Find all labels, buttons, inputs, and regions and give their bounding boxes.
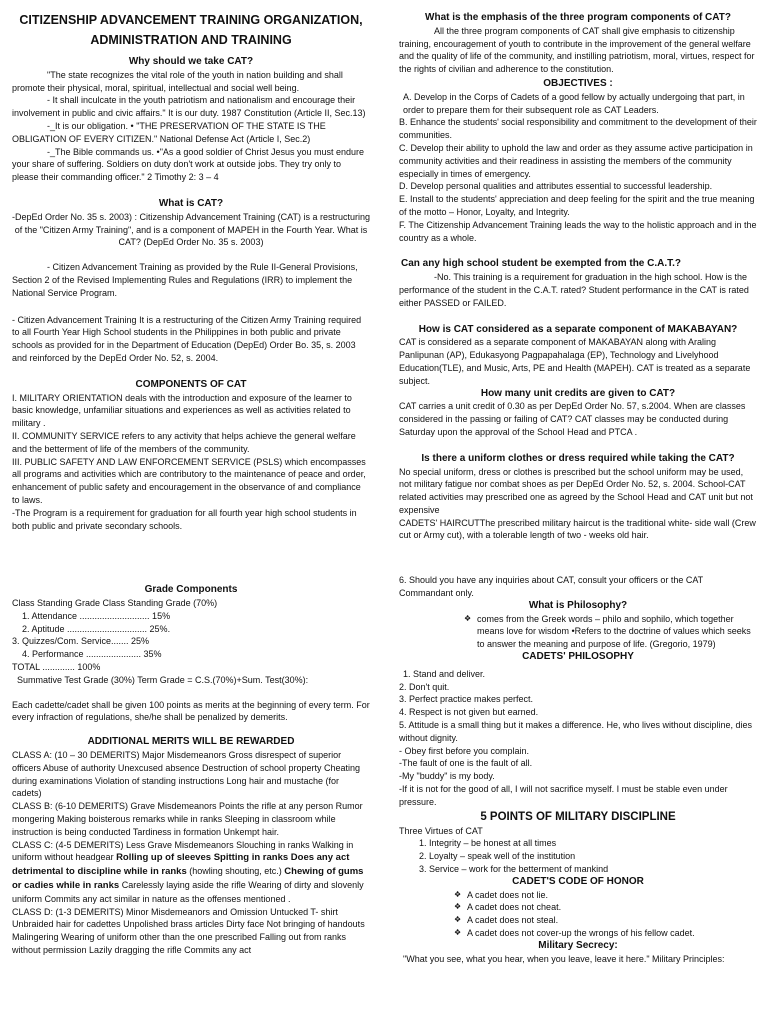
military-discipline-heading: 5 POINTS OF MILITARY DISCIPLINE	[480, 810, 676, 823]
class-a-paragraph: CLASS A: (10 – 30 DEMERITS) Major Misdemeanors Gross disrespect of superior officers Abuse of authority Unexcused absence Destruction of school property Cheating during examinations Violation of standing instructions Long hair and mustache (for cadets)	[12, 750, 361, 799]
what-paragraph-3: - Citizen Advancement Training It is a restructuring of the Citizen Army Training required to all Fourth Year High School students in the Philippines in both public and private schools as provided for in the Department of Education (DepEd) Order Bo. 35, s. 2003 and reinforced by the DepEd Order No. 52, s. 2004.	[12, 314, 362, 363]
philosophy-line: - Obey first before you complain.	[399, 745, 530, 756]
component-military-orientation: I. MILITARY ORIENTATION deals with the introduction and exposure of the learner to basic knowledge, unfamiliar situations and experiences as well as activities related to military .	[12, 392, 352, 429]
grade-total: TOTAL ............. 100%	[12, 662, 101, 673]
why-paragraph-2: - It shall inculcate in the youth patriotism and nationalism and encourage their involvement in public and civic affairs." It is our duty. 1987 Constitution (Article II, Sec.13)	[12, 95, 366, 119]
philosophy-line: -My "buddy" is my body.	[399, 771, 495, 782]
philosophy-line: 3. Perfect practice makes perfect.	[399, 694, 534, 705]
virtue-item: 3. Service – work for the betterment of mankind	[419, 864, 609, 875]
virtue-item: 2. Loyalty – speak well of the institution	[419, 851, 576, 862]
virtue-item: 1. Integrity – be honest at all times	[419, 838, 557, 849]
grade-item: 4. Performance ...................... 35%	[22, 649, 162, 660]
philosophy-item: ❖ comes from the Greek words – philo and sophilo, which together means love for wisdom •Refers to the doctrine of values which seeks to answer the meaning and purpose of life. (Gregorio, 1979)	[464, 613, 757, 651]
credits-heading: How many unit credits are given to CAT?	[480, 387, 676, 399]
additional-merits-heading: ADDITIONAL MERITS WILL BE REWARDED	[87, 736, 295, 748]
why-paragraph-4: -_The Bible commands us. •"As a good soldier of Christ Jesus you must endure your share of suffering. Soldiers on duty don't work at outside jobs. They try only to please their commanding officer." 2 Timothy 2: 3 – 4	[12, 146, 364, 183]
why-paragraph-3: -_It is our obligation. • "THE PRESERVATION OF THE STATE IS THE OBLIGATION OF EVERY CITIZEN." National Defense Act (Article I, Sec.2)	[12, 120, 326, 144]
class-c-paragraph: CLASS C: (4-5 DEMERITS) Less Grave Misdemeanors Slouching in ranks Walking in uniform without headgear Rolling up of sleeves Spitting in ranks Does any act detrimental to discipline while in ranks (howling shouting, etc.) Chewing of gums or cadies while in ranks Carelessly laying aside the rifle Wearing of dirty and slovenly uniform Commits any act similar in nature as the offenses mentioned .	[12, 839, 364, 904]
component-psls: III. PUBLIC SAFETY AND LAW ENFORCEMENT SERVICE (PSLS) which encompasses all programs and activities which are contributory to the maintenance of peace and order, enhancement of public safety and encouragement in the observance of and compliance to laws.	[12, 456, 366, 505]
grade-item: 3. Quizzes/Com. Service....... 25%	[12, 636, 150, 647]
class-standing-line: Class Standing Grade Class Standing Grade (70%)	[12, 598, 218, 609]
objective-e: E. Install to the students' appreciation and deep feeling for the spirit and the true meaning of the motto – Honor, Loyalty, and Integrity.	[399, 194, 755, 217]
objective-b: B. Enhance the students' social responsibility and commitment to the development of their communities.	[399, 117, 757, 141]
philosophy-line: 2. Don't quit.	[399, 681, 450, 692]
honor-item: ❖ A cadet does not cover-up the wrongs of his fellow cadet.	[454, 927, 757, 940]
grade-list	[12, 610, 370, 661]
grade-components-heading: Grade Components	[144, 584, 238, 596]
credits-paragraph: CAT carries a unit credit of 0.30 as per DepEd Order No. 57, s.2004. When are classes considered in the passing or failing of CAT? CAT classes may be conducted during Saturday upon the approval of the School Head and PTCA .	[399, 401, 746, 437]
objective-a: A. Develop in the Corps of Cadets of a good fellow by actually undergoing that part, in order to prepare them for their subsequent role as CAT Leaders.	[403, 91, 745, 115]
uniform-paragraph: No special uniform, dress or clothes is prescribed but the school uniform may be used, not military fatigue nor combat shoes as per DepEd Order No. 52, s. 2004. School-CAT related activities may prescribed one as agreed by the School Head and CAT unit but not expensive	[399, 466, 753, 515]
document-title: CITIZENSHIP ADVANCEMENT TRAINING ORGANIZATION, ADMINISTRATION AND TRAINING	[19, 13, 363, 47]
virtues-list	[399, 837, 757, 875]
objectives-heading: OBJECTIVES :	[543, 77, 613, 89]
summative-line: Summative Test Grade (30%) Term Grade = C.S.(70%)+Sum. Test(30%):	[17, 674, 309, 685]
makabayan-paragraph: CAT is considered as a separate component of MAKABAYAN along with Araling Panlipunan (AP), Edukasyong Pagpapahalaga (EP), Technology and Livelyhood Education(TLE), and Music, Arts, PE and Health (MAPEH). CAT is treated as a separate subject.	[399, 337, 751, 386]
philosophy-heading: What is Philosophy?	[528, 599, 628, 611]
objective-d: D. Develop personal qualities and attributes essential to successful leadership.	[399, 181, 713, 192]
virtues-label: Three Virtues of CAT	[399, 825, 483, 836]
philosophy-line: -The fault of one is the fault of all.	[399, 758, 533, 769]
objective-f: F. The Citizenship Advancement Training leads the way to the holistic approach and in the country as a whole.	[399, 219, 757, 243]
why-paragraph-1: "The state recognizes the vital role of the youth in nation building and shall promote their physical, moral, spiritual, intellectual and social well being.	[12, 69, 343, 93]
component-requirement: -The Program is a requirement for graduation for all fourth year high school students in both public and private secondary schools.	[12, 507, 357, 531]
exempt-heading: Can any high school student be exempted from the C.A.T.?	[401, 258, 682, 270]
grade-item: 1. Attendance ............................ 15%	[22, 610, 171, 621]
philosophy-line: -If it is not for the good of all, I will not sacrifice myself. I must be stable even under pressure.	[399, 784, 728, 807]
what-paragraph-1: -DepEd Order No. 35 s. 2003) : Citizenship Advancement Training (CAT) is a restructuring of the "Citizen Army Training", and is a component of MAPEH in the Fourth Year. What is CAT? (DepEd Order No. 35 s. 2003)	[12, 211, 370, 248]
emphasis-heading: What is the emphasis of the three program components of CAT?	[425, 12, 731, 23]
why-heading: Why should we take CAT?	[128, 56, 254, 67]
class-b-paragraph: CLASS B: (6-10 DEMERITS) Grave Misdemeanors Points the rifle at any person Rumor mongering Making boisterous remarks while in ranks Sleeping in classroom while instruction is being conducted Tardiness in formation Unkempt hair.	[12, 801, 363, 837]
philosophy-line: 4. Respect is not given but earned.	[399, 707, 539, 718]
merits-paragraph: Each cadette/cadet shall be given 100 points as merits at the beginning of every term. For every infraction of regulations, she/he shall be penalized by demerits.	[12, 699, 370, 723]
exempt-paragraph: -No. This training is a requirement for graduation in the high school. How is the performance of the student in the C.A.T. rated? Student performance in the CAT is rated either PASSED or FAILED.	[399, 272, 749, 308]
honor-item: ❖ A cadet does not lie.	[454, 889, 757, 902]
right-column	[399, 0, 757, 965]
military-secrecy-heading: Military Secrecy:	[538, 939, 618, 951]
uniform-heading: Is there a uniform clothes or dress required while taking the CAT?	[421, 452, 735, 464]
haircut-paragraph: CADETS' HAIRCUTThe prescribed military haircut is the traditional white- side wall (Crew cut or Army cut), with a tolerable length of two - weeks old hair.	[399, 517, 756, 541]
honor-item: ❖ A cadet does not steal.	[454, 914, 757, 927]
components-heading: COMPONENTS OF CAT	[135, 378, 247, 390]
what-paragraph-2: - Citizen Advancement Training as provided by the Rule II-General Provisions, Section 2 of the Revised Implementing Rules and Regulations (IRR) to implement the National Service Program.	[12, 262, 358, 298]
cadets-philosophy-heading: CADETS' PHILOSOPHY	[522, 651, 634, 663]
philosophy-line: 5. Attitude is a small thing but it makes a difference. He, who lives without discipline, dies without dignity.	[399, 720, 753, 743]
philosophy-line: 1. Stand and deliver.	[403, 668, 486, 679]
class-d-paragraph: CLASS D: (1-3 DEMERITS) Minor Misdemeanors and Omission Untucked T- shirt Unbraided hair for cadettes Unpolished brass articles Dirty face Not bringing of handouts Malingering Wearing of uniform other than the one prescribed Falling out from ranks without permission Lazily dragging the rifle Commits any act	[12, 906, 365, 956]
what-heading: What is CAT?	[158, 197, 224, 209]
component-community-service: II. COMMUNITY SERVICE refers to any activity that helps achieve the general welfare and the betterment of life of the members of the community.	[12, 430, 356, 454]
makabayan-heading: How is CAT considered as a separate component of MAKABAYAN?	[418, 323, 738, 335]
cadets-philosophy-list	[399, 668, 757, 809]
emphasis-paragraph: All the three program components of CAT shall give emphasis to citizenship training, encouragement of youth to contribute in the improvement of the general welfare and the quality of life of the community, and instilling patriotism, moral, virtues, respect for the rights of civilian and adherence to the constitution.	[399, 25, 755, 75]
grade-item: 2. Aptitude ................................ 25%.	[22, 623, 171, 634]
honor-item: ❖ A cadet does not cheat.	[454, 901, 757, 914]
objective-c: C. Develop their ability to uphold the law and order as they assume active participation in community activities and their readiness in assisting the members of the community especially in times of emergency.	[399, 142, 753, 179]
secrecy-paragraph: "What you see, what you hear, when you leave, leave it here." Military Principles:	[403, 953, 725, 964]
code-of-honor-heading: CADET'S CODE OF HONOR	[512, 875, 644, 887]
left-column	[12, 0, 370, 957]
inquiries-paragraph: 6. Should you have any inquiries about CAT, consult your officers or the CAT Commandant only.	[399, 575, 704, 599]
philosophy-list	[464, 613, 757, 651]
code-of-honor-list	[454, 889, 757, 940]
